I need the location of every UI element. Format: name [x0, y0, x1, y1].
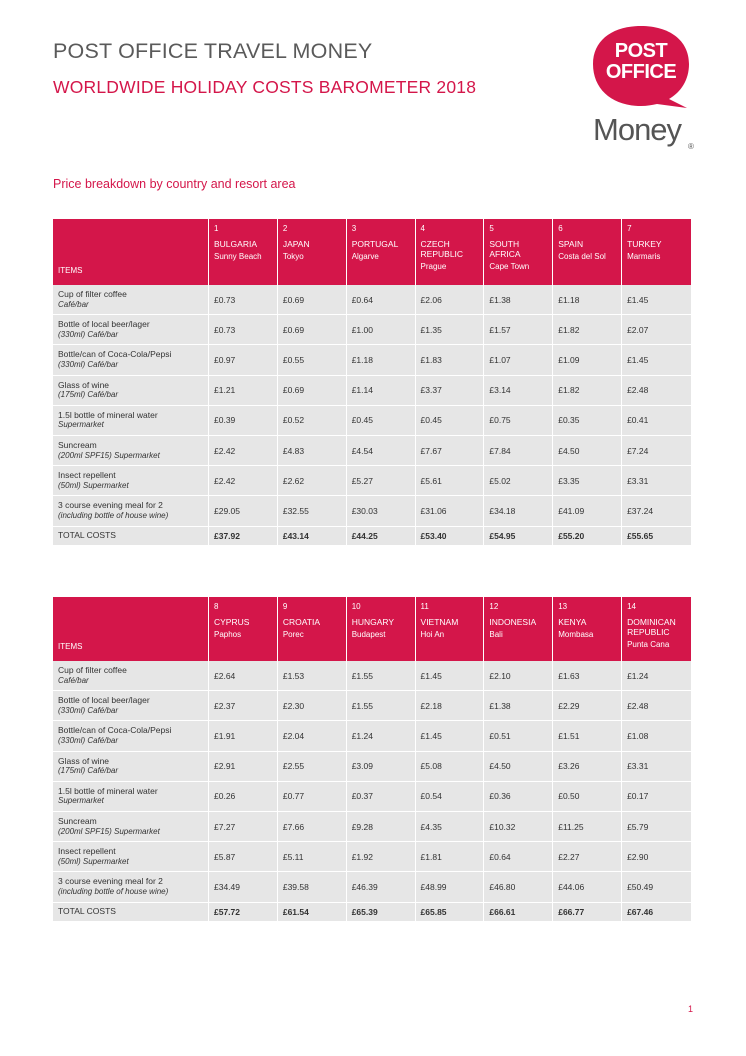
item-cell: [53, 842, 209, 872]
item-note: (330ml) Café/bar: [58, 359, 119, 369]
price-cell: £0.69: [278, 315, 347, 345]
price-cell: £5.61: [416, 466, 485, 496]
price-cell: £2.04: [278, 721, 347, 751]
total-price-cell: £66.77: [553, 903, 622, 921]
price-cell: £5.27: [347, 466, 416, 496]
logo-line-post: POST: [614, 40, 668, 62]
price-cell: £32.55: [278, 496, 347, 526]
item-note: (50ml) Supermarket: [58, 480, 129, 490]
price-cell: £1.45: [416, 661, 485, 691]
destination-country: DOMINICAN REPUBLIC: [627, 617, 676, 637]
item-name: Glass of wine: [58, 379, 110, 390]
destination-country: BULGARIA: [214, 239, 257, 249]
item-cell: [53, 315, 209, 345]
price-cell: £3.37: [416, 376, 485, 406]
price-cell: £1.92: [347, 842, 416, 872]
item-cell: [53, 782, 209, 812]
price-cell: £5.02: [484, 466, 553, 496]
total-price-cell: £65.85: [416, 903, 485, 921]
price-cell: £5.87: [209, 842, 278, 872]
price-cell: £39.58: [278, 872, 347, 902]
price-cell: £2.91: [209, 752, 278, 782]
price-cell: £4.35: [416, 812, 485, 842]
item-cell: [53, 376, 209, 406]
price-cell: £7.67: [416, 436, 485, 466]
logo-line-office: OFFICE: [605, 61, 677, 83]
destination-country: SPAIN: [558, 239, 584, 249]
destination-rank: 4: [420, 224, 425, 233]
destination-country: CZECH REPUBLIC: [420, 239, 464, 259]
price-cell: £1.63: [553, 661, 622, 691]
price-cell: £4.50: [484, 752, 553, 782]
table-row: [53, 661, 691, 691]
item-note: (175ml) Café/bar: [58, 766, 119, 776]
price-cell: £1.38: [484, 285, 553, 315]
destination-resort: Prague: [420, 262, 447, 271]
price-cell: £34.18: [484, 496, 553, 526]
price-cell: £4.83: [278, 436, 347, 466]
price-cell: £0.69: [278, 376, 347, 406]
total-price-cell: £44.25: [347, 527, 416, 545]
table-row: [53, 315, 691, 345]
price-cell: £0.37: [347, 782, 416, 812]
price-cell: £1.24: [347, 721, 416, 751]
price-cell: £46.80: [484, 872, 553, 902]
table-row: [53, 842, 691, 872]
price-cell: £1.08: [622, 721, 691, 751]
item-note: Café/bar: [58, 299, 89, 309]
price-cell: £50.49: [622, 872, 691, 902]
items-column-header: ITEMS: [53, 597, 209, 661]
item-name: Cup of filter coffee: [58, 665, 127, 676]
destination-header: [416, 597, 485, 661]
item-cell: [53, 466, 209, 496]
price-cell: £1.07: [484, 345, 553, 375]
destination-header: [209, 597, 278, 661]
price-cell: £41.09: [553, 496, 622, 526]
table-row: [53, 752, 691, 782]
destination-header: [416, 219, 485, 285]
item-name: Insect repellent: [58, 846, 116, 857]
item-cell: [53, 872, 209, 902]
destination-header: [622, 597, 691, 661]
destination-rank: 5: [489, 224, 494, 233]
price-cell: £2.90: [622, 842, 691, 872]
price-cell: £29.05: [209, 496, 278, 526]
price-cell: £2.10: [484, 661, 553, 691]
item-name: 3 course evening meal for 2: [58, 876, 163, 887]
price-cell: £1.91: [209, 721, 278, 751]
price-cell: £1.24: [622, 661, 691, 691]
table-row: [53, 782, 691, 812]
item-name: Bottle/can of Coca-Cola/Pepsi: [58, 349, 172, 360]
item-name: Bottle of local beer/lager: [58, 319, 150, 330]
total-price-cell: £65.39: [347, 903, 416, 921]
item-name: 1.5l bottle of mineral water: [58, 785, 158, 796]
item-name: Suncream: [58, 816, 97, 827]
total-price-cell: £57.72: [209, 903, 278, 921]
price-cell: £1.57: [484, 315, 553, 345]
price-cell: £5.08: [416, 752, 485, 782]
destination-country: PORTUGAL: [351, 239, 399, 249]
price-cell: £0.35: [553, 406, 622, 436]
item-name: Cup of filter coffee: [58, 289, 127, 300]
item-note: (200ml SPF15) Supermarket: [58, 826, 160, 836]
price-cell: £3.31: [622, 752, 691, 782]
item-note: (50ml) Supermarket: [58, 856, 129, 866]
section-title: Price breakdown by country and resort area: [53, 177, 296, 191]
destination-resort: Mombasa: [558, 630, 594, 639]
total-price-cell: £61.54: [278, 903, 347, 921]
item-cell: [53, 721, 209, 751]
destination-resort: Tokyo: [282, 252, 304, 261]
destination-rank: 1: [214, 224, 219, 233]
price-cell: £1.09: [553, 345, 622, 375]
table-row: [53, 872, 691, 902]
price-cell: £31.06: [416, 496, 485, 526]
item-cell: [53, 285, 209, 315]
table-row: [53, 812, 691, 842]
destination-country: CYPRUS: [214, 617, 250, 627]
price-cell: £10.32: [484, 812, 553, 842]
price-cell: £2.18: [416, 691, 485, 721]
price-cell: £1.21: [209, 376, 278, 406]
destination-header: [622, 219, 691, 285]
item-note: Supermarket: [58, 796, 104, 806]
item-note: Supermarket: [58, 420, 104, 430]
destination-country: VIETNAM: [420, 617, 459, 627]
destination-country: SOUTH AFRICA: [489, 239, 521, 259]
price-cell: £1.18: [553, 285, 622, 315]
price-cell: £1.18: [347, 345, 416, 375]
price-cell: £5.79: [622, 812, 691, 842]
post-office-money-logo: [591, 24, 699, 156]
price-cell: £7.66: [278, 812, 347, 842]
destination-rank: 3: [351, 224, 357, 233]
item-cell: [53, 406, 209, 436]
total-price-cell: £54.95: [484, 527, 553, 545]
destination-resort: Sunny Beach: [214, 252, 262, 261]
price-cell: £1.82: [553, 315, 622, 345]
item-cell: [53, 691, 209, 721]
price-cell: £1.00: [347, 315, 416, 345]
price-cell: £0.52: [278, 406, 347, 436]
price-cell: £44.06: [553, 872, 622, 902]
price-cell: £1.51: [553, 721, 622, 751]
total-price-cell: £37.92: [209, 527, 278, 545]
price-cell: £2.48: [622, 376, 691, 406]
item-name: Bottle/can of Coca-Cola/Pepsi: [58, 725, 172, 736]
total-price-cell: £43.14: [278, 527, 347, 545]
item-cell: [53, 812, 209, 842]
table-row: [53, 691, 691, 721]
destination-rank: 14: [627, 602, 636, 611]
price-cell: £37.24: [622, 496, 691, 526]
destination-header: [553, 219, 622, 285]
price-cell: £1.45: [416, 721, 485, 751]
price-cell: £1.35: [416, 315, 485, 345]
destination-rank: 12: [489, 602, 499, 611]
destination-resort: Cape Town: [489, 262, 530, 271]
destination-rank: 10: [351, 602, 361, 611]
total-price-cell: £67.46: [622, 903, 691, 921]
item-name: Glass of wine: [58, 755, 110, 766]
total-price-cell: £53.40: [416, 527, 485, 545]
price-cell: £1.55: [347, 661, 416, 691]
price-cell: £2.29: [553, 691, 622, 721]
price-cell: £0.26: [209, 782, 278, 812]
header-row: [53, 597, 691, 661]
price-cell: £1.83: [416, 345, 485, 375]
table-row: [53, 466, 691, 496]
price-cell: £1.14: [347, 376, 416, 406]
item-cell: [53, 661, 209, 691]
destination-rank: 2: [282, 224, 288, 233]
item-name: 1.5l bottle of mineral water: [58, 409, 158, 420]
total-price-cell: £66.61: [484, 903, 553, 921]
destination-resort: Punta Cana: [627, 640, 670, 649]
table-row: [53, 721, 691, 751]
price-cell: £0.97: [209, 345, 278, 375]
price-cell: £0.39: [209, 406, 278, 436]
price-cell: £1.81: [416, 842, 485, 872]
price-cell: £34.49: [209, 872, 278, 902]
destination-header: [484, 597, 553, 661]
table-row: [53, 436, 691, 466]
total-price-cell: £55.65: [622, 527, 691, 545]
price-cell: £7.84: [484, 436, 553, 466]
destination-header: [278, 219, 347, 285]
price-cell: £0.50: [553, 782, 622, 812]
price-cell: £0.73: [209, 285, 278, 315]
price-cell: £0.64: [347, 285, 416, 315]
price-cell: £0.77: [278, 782, 347, 812]
items-column-header: ITEMS: [53, 219, 209, 285]
price-cell: £3.14: [484, 376, 553, 406]
destination-country: KENYA: [558, 617, 587, 627]
price-cell: £2.42: [209, 436, 278, 466]
price-cell: £0.69: [278, 285, 347, 315]
item-cell: [53, 345, 209, 375]
document-subtitle: WORLDWIDE HOLIDAY COSTS BAROMETER 2018: [53, 77, 477, 97]
price-cell: £7.27: [209, 812, 278, 842]
destination-country: CROATIA: [282, 617, 320, 627]
price-cell: £1.53: [278, 661, 347, 691]
item-note: (175ml) Café/bar: [58, 390, 119, 400]
destination-rank: 11: [420, 602, 429, 611]
destination-header: [553, 597, 622, 661]
logo-money-word: Money: [593, 112, 682, 147]
destination-resort: Algarve: [351, 252, 379, 261]
price-cell: £0.55: [278, 345, 347, 375]
destination-resort: Porec: [282, 630, 304, 639]
destination-header: [278, 597, 347, 661]
destination-resort: Paphos: [214, 630, 242, 639]
table-row: [53, 496, 691, 526]
item-name: Insect repellent: [58, 470, 116, 481]
price-cell: £0.41: [622, 406, 691, 436]
price-cell: £3.26: [553, 752, 622, 782]
item-note: (330ml) Café/bar: [58, 735, 119, 745]
destination-resort: Bali: [489, 630, 503, 639]
price-cell: £1.38: [484, 691, 553, 721]
price-cell: £7.24: [622, 436, 691, 466]
price-cell: £2.48: [622, 691, 691, 721]
logo-registered-mark: ®: [688, 142, 694, 151]
destination-rank: 8: [214, 602, 219, 611]
price-cell: £1.45: [622, 345, 691, 375]
item-name: 3 course evening meal for 2: [58, 500, 163, 511]
price-cell: £0.64: [484, 842, 553, 872]
destination-country: INDONESIA: [489, 617, 537, 627]
destination-rank: 13: [558, 602, 568, 611]
price-cell: £0.45: [416, 406, 485, 436]
item-note: (200ml SPF15) Supermarket: [58, 450, 160, 460]
price-cell: £46.39: [347, 872, 416, 902]
price-cell: £0.51: [484, 721, 553, 751]
price-cell: £2.07: [622, 315, 691, 345]
price-table-1: [53, 219, 691, 545]
total-label: TOTAL COSTS: [53, 527, 209, 545]
price-cell: £30.03: [347, 496, 416, 526]
total-row: [53, 903, 691, 921]
item-name: Suncream: [58, 440, 97, 451]
price-cell: £5.11: [278, 842, 347, 872]
table-row: [53, 285, 691, 315]
price-cell: £2.06: [416, 285, 485, 315]
price-cell: £4.54: [347, 436, 416, 466]
header-row: [53, 219, 691, 285]
price-cell: £1.45: [622, 285, 691, 315]
price-cell: £3.31: [622, 466, 691, 496]
price-cell: £2.55: [278, 752, 347, 782]
item-note: (including bottle of house wine): [58, 886, 169, 896]
page-number: 1: [688, 1004, 694, 1014]
item-cell: [53, 436, 209, 466]
destination-country: HUNGARY: [351, 617, 395, 627]
table-row: [53, 406, 691, 436]
price-cell: £2.37: [209, 691, 278, 721]
price-cell: £2.42: [209, 466, 278, 496]
price-cell: £9.28: [347, 812, 416, 842]
price-cell: £1.55: [347, 691, 416, 721]
item-cell: [53, 496, 209, 526]
destination-resort: Marmaris: [627, 252, 661, 261]
price-cell: £0.45: [347, 406, 416, 436]
destination-header: [484, 219, 553, 285]
table-row: [53, 345, 691, 375]
price-cell: £0.36: [484, 782, 553, 812]
item-note: (330ml) Café/bar: [58, 329, 119, 339]
destination-header: [347, 597, 416, 661]
destination-header: [209, 219, 278, 285]
destination-rank: 9: [282, 602, 288, 611]
price-cell: £4.50: [553, 436, 622, 466]
price-cell: £3.35: [553, 466, 622, 496]
price-table-2: [53, 597, 691, 921]
price-cell: £2.64: [209, 661, 278, 691]
price-cell: £0.17: [622, 782, 691, 812]
total-row: [53, 527, 691, 545]
price-cell: £0.73: [209, 315, 278, 345]
destination-header: [347, 219, 416, 285]
item-note: (330ml) Café/bar: [58, 705, 119, 715]
destination-country: JAPAN: [282, 239, 310, 249]
total-price-cell: £55.20: [553, 527, 622, 545]
logo-text: [591, 41, 691, 83]
price-cell: £11.25: [553, 812, 622, 842]
price-cell: £2.27: [553, 842, 622, 872]
price-cell: £48.99: [416, 872, 485, 902]
price-cell: £0.75: [484, 406, 553, 436]
destination-resort: Budapest: [351, 630, 386, 639]
price-cell: £1.82: [553, 376, 622, 406]
price-cell: £2.62: [278, 466, 347, 496]
item-cell: [53, 752, 209, 782]
table-row: [53, 376, 691, 406]
destination-resort: Costa del Sol: [558, 252, 606, 261]
item-name: Bottle of local beer/lager: [58, 695, 150, 706]
price-cell: £2.30: [278, 691, 347, 721]
destination-country: TURKEY: [627, 239, 662, 249]
destination-rank: 6: [558, 224, 563, 233]
destination-rank: 7: [627, 224, 632, 233]
price-cell: £3.09: [347, 752, 416, 782]
destination-resort: Hoi An: [420, 630, 445, 639]
price-cell: £0.54: [416, 782, 485, 812]
item-note: Café/bar: [58, 675, 89, 685]
total-label: TOTAL COSTS: [53, 903, 209, 921]
item-note: (including bottle of house wine): [58, 510, 169, 520]
document-title: POST OFFICE TRAVEL MONEY: [53, 39, 373, 63]
